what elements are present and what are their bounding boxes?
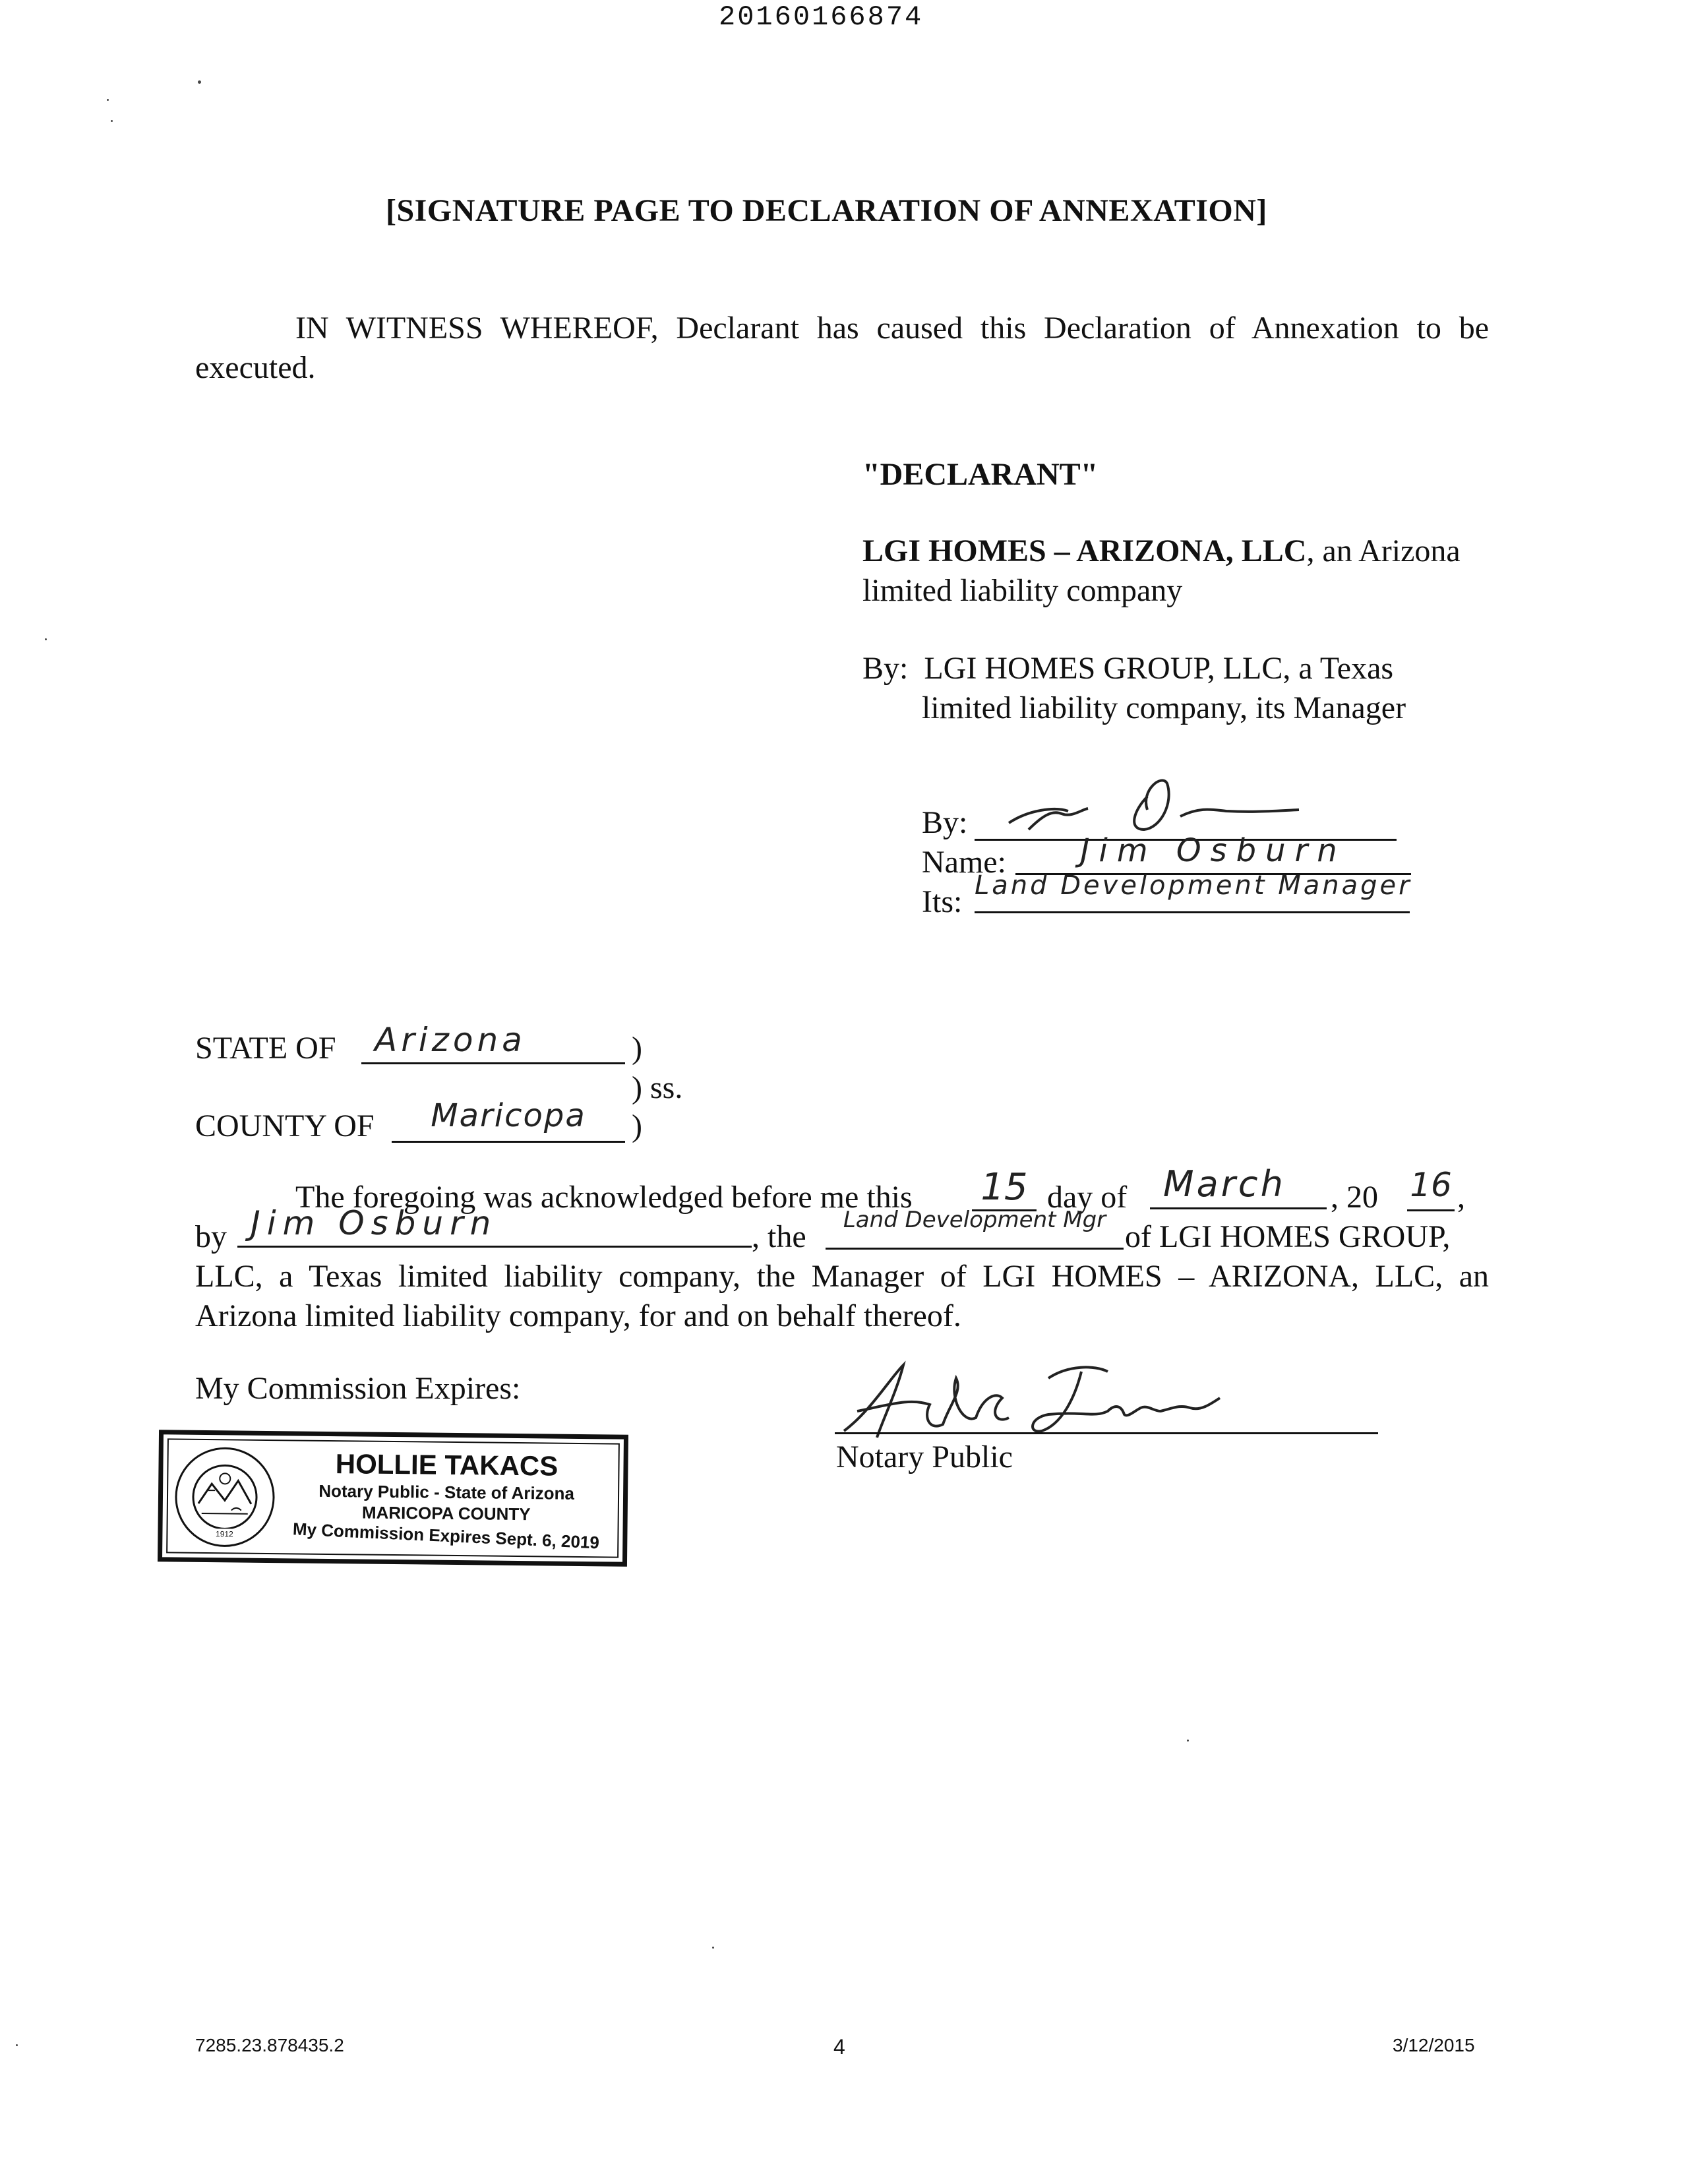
seal-year: 1912 xyxy=(215,1529,233,1539)
county-field: Maricopa xyxy=(392,1097,625,1143)
recording-number: 20160166874 xyxy=(719,1,924,33)
day-field: 15 xyxy=(972,1166,1037,1211)
ack-text-1: The foregoing was acknowledged before me this xyxy=(295,1180,913,1215)
sig-name-label: Name: xyxy=(922,845,1006,880)
ack-line-4: Arizona limited liability company, for and on behalf thereof. xyxy=(195,1298,961,1333)
ack-line-2-rest: of LGI HOMES GROUP, xyxy=(1125,1219,1451,1254)
scan-speck xyxy=(16,2044,18,2046)
by-manager-line2: limited liability company, its Manager xyxy=(922,690,1406,725)
ack-by-name-field: Jim Osburn xyxy=(237,1204,752,1248)
state-field: Arizona xyxy=(361,1021,625,1064)
scan-speck xyxy=(1187,1740,1189,1742)
year-prefix: , 20 xyxy=(1331,1180,1378,1215)
commission-label: My Commission Expires: xyxy=(195,1371,521,1406)
scan-speck xyxy=(45,638,47,640)
page-title: [SIGNATURE PAGE TO DECLARATION OF ANNEXATION] xyxy=(386,193,1267,228)
stamp-county: MARICOPA COUNTY xyxy=(361,1502,531,1525)
notary-stamp xyxy=(158,1430,628,1566)
by-manager-line1: By: LGI HOMES GROUP, LLC, a Texas xyxy=(862,651,1394,686)
sig-name-field: Jim Osburn xyxy=(1015,832,1411,875)
company-descriptor: , an Arizona xyxy=(1306,533,1461,568)
state-seal-icon xyxy=(171,1443,278,1550)
state-paren: ) xyxy=(632,1031,642,1066)
stamp-expiration: My Commission Expires Sept. 6, 2019 xyxy=(292,1519,600,1553)
ack-title-field: Land Development Mgr xyxy=(826,1207,1124,1250)
scan-speck xyxy=(111,120,113,122)
declarant-label: "DECLARANT" xyxy=(862,457,1099,492)
county-paren: ) xyxy=(632,1108,642,1143)
year-comma: , xyxy=(1457,1180,1465,1215)
sig-its-label: Its: xyxy=(922,884,963,919)
declarant-company-line2: limited liability company xyxy=(862,573,1183,608)
sig-by-label: By: xyxy=(922,805,968,840)
ack-the-label: , the xyxy=(752,1219,806,1254)
footer-page-number: 4 xyxy=(833,2035,845,2059)
witness-line-1: IN WITNESS WHEREOF, Declarant has caused this Declaration of Annexation to be xyxy=(295,311,1489,346)
ss-label: ) ss. xyxy=(632,1070,683,1105)
ack-line-3: LLC, a Texas limited liability company, the Manager of LGI HOMES – ARIZONA, LLC, an xyxy=(195,1259,1489,1294)
notary-public-caption: Notary Public xyxy=(836,1440,1013,1474)
notary-signature-line xyxy=(835,1432,1378,1434)
state-label: STATE OF xyxy=(195,1031,336,1066)
month-field: March xyxy=(1150,1163,1327,1209)
witness-line-2: executed. xyxy=(195,350,316,385)
company-name: LGI HOMES – ARIZONA, LLC xyxy=(862,533,1307,568)
day-of-label: day of xyxy=(1047,1180,1128,1215)
footer-doc-id: 7285.23.878435.2 xyxy=(195,2035,344,2055)
scan-speck xyxy=(107,99,109,101)
stamp-title: Notary Public - State of Arizona xyxy=(318,1480,575,1503)
scan-speck xyxy=(712,1947,714,1949)
year-field: 16 xyxy=(1407,1166,1455,1211)
sig-its-field: Land Development Manager xyxy=(975,870,1410,913)
declarant-company xyxy=(862,531,1461,571)
scan-speck xyxy=(198,80,201,84)
county-label: COUNTY OF xyxy=(195,1108,375,1143)
stamp-notary-name: HOLLIE TAKACS xyxy=(335,1448,558,1482)
notary-signature xyxy=(831,1352,1226,1451)
ack-by-label: by xyxy=(195,1219,227,1254)
footer-date: 3/12/2015 xyxy=(1393,2035,1475,2055)
